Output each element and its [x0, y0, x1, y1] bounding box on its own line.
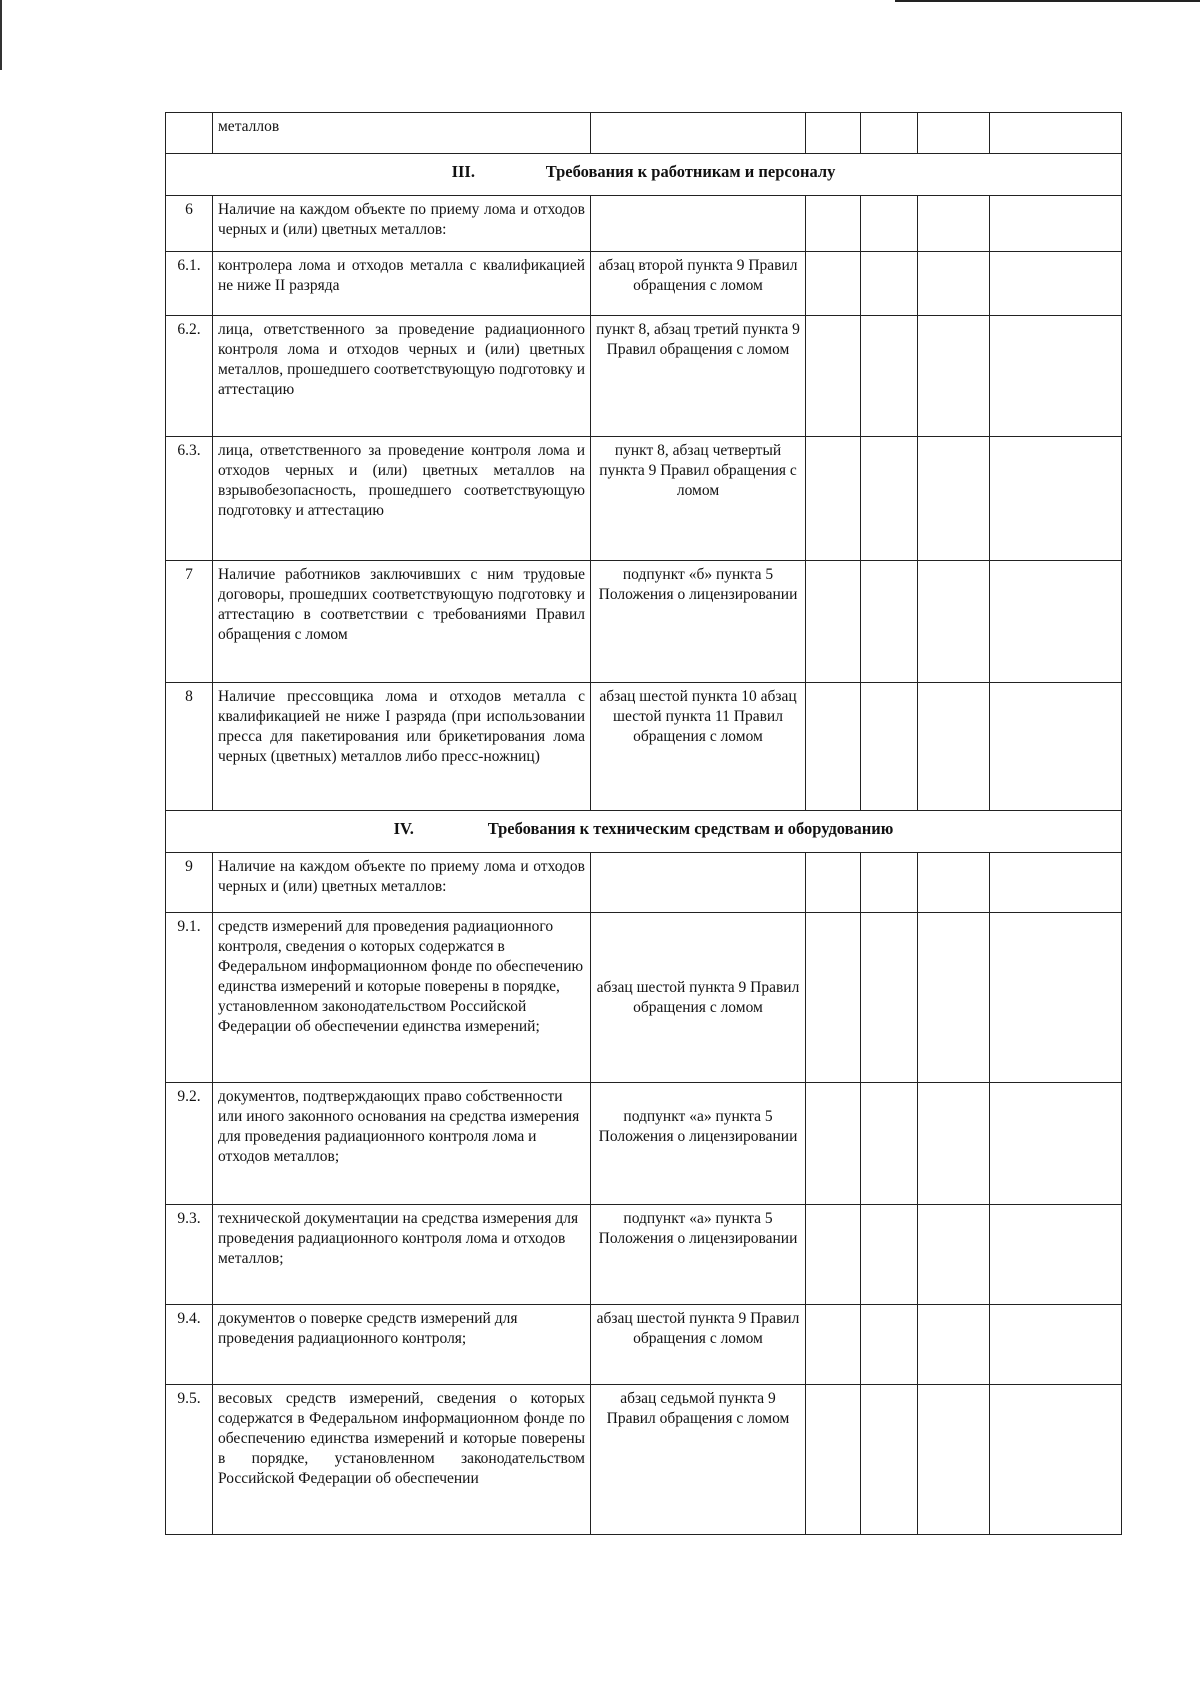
- blank-cell: [918, 437, 990, 561]
- blank-cell: [861, 853, 918, 913]
- blank-cell: [990, 1385, 1122, 1535]
- table-row: [166, 853, 1122, 913]
- row-number: 9: [166, 853, 213, 913]
- blank-cell: [806, 437, 861, 561]
- section-header: [166, 811, 1122, 853]
- row-number: 8: [166, 683, 213, 811]
- blank-cell: [918, 1305, 990, 1385]
- row-number: 9.1.: [166, 913, 213, 1083]
- row-number: 9.3.: [166, 1205, 213, 1305]
- blank-cell: [861, 913, 918, 1083]
- blank-cell: [918, 252, 990, 316]
- blank-cell: [990, 1205, 1122, 1305]
- row-number: 9.2.: [166, 1083, 213, 1205]
- table-row: [166, 316, 1122, 437]
- blank-cell: [806, 252, 861, 316]
- table-row: [166, 196, 1122, 252]
- blank-cell: [861, 1083, 918, 1205]
- requirement-text: контролера лома и отходов металла с квалификацией не ниже II разряда: [213, 252, 591, 316]
- legal-reference: абзац шестой пункта 9 Правил обращения с ломом: [591, 913, 806, 1083]
- section-title: Требования к работникам и персоналу: [545, 162, 836, 181]
- blank-cell: [861, 683, 918, 811]
- blank-cell: [918, 1205, 990, 1305]
- legal-reference: [591, 196, 806, 252]
- table-row: [166, 1305, 1122, 1385]
- legal-reference: [591, 113, 806, 154]
- legal-reference: подпункт «а» пункта 5 Положения о лицензировании: [591, 1205, 806, 1305]
- requirement-text: весовых средств измерений, сведения о которых содержатся в Федеральном информационном фонде по обеспечению единства измерений и которые поверены в порядке, установленном законодательством Российской Федерации об обеспечении: [213, 1385, 591, 1535]
- requirement-text: лица, ответственного за проведение контроля лома и отходов черных и (или) цветных металлов на взрывобезопасность, прошедшего соответствующую подготовку и аттестацию: [213, 437, 591, 561]
- legal-reference: абзац седьмой пункта 9 Правил обращения с ломом: [591, 1385, 806, 1535]
- legal-reference: [591, 853, 806, 913]
- blank-cell: [861, 316, 918, 437]
- blank-cell: [990, 252, 1122, 316]
- blank-cell: [861, 1205, 918, 1305]
- blank-cell: [806, 683, 861, 811]
- row-number: 6: [166, 196, 213, 252]
- row-number: 9.4.: [166, 1305, 213, 1385]
- row-number: [166, 113, 213, 154]
- blank-cell: [918, 1385, 990, 1535]
- requirement-text: Наличие прессовщика лома и отходов металла с квалификацией не ниже I разряда (при использовании пресса для пакетирования или брикетирования лома черных (цветных) металлов либо пресс-ножниц): [213, 683, 591, 811]
- row-number: 9.5.: [166, 1385, 213, 1535]
- blank-cell: [806, 316, 861, 437]
- blank-cell: [861, 437, 918, 561]
- scan-edge-mark: [895, 0, 1200, 2]
- table-row: [166, 683, 1122, 811]
- table-row: [166, 437, 1122, 561]
- blank-cell: [918, 561, 990, 683]
- blank-cell: [990, 196, 1122, 252]
- blank-cell: [918, 316, 990, 437]
- blank-cell: [806, 196, 861, 252]
- blank-cell: [918, 196, 990, 252]
- checklist-table: [165, 112, 1122, 1535]
- table-row: [166, 1083, 1122, 1205]
- blank-cell: [806, 1205, 861, 1305]
- requirement-text: Наличие на каждом объекте по приему лома и отходов черных и (или) цветных металлов:: [213, 853, 591, 913]
- blank-cell: [990, 853, 1122, 913]
- requirement-text: технической документации на средства измерения для проведения радиационного контроля лома и отходов металлов;: [213, 1205, 591, 1305]
- blank-cell: [918, 1083, 990, 1205]
- table-row: [166, 113, 1122, 154]
- requirement-text: документов, подтверждающих право собственности или иного законного основания на средства измерения для проведения радиационного контроля лома и отходов металлов;: [213, 1083, 591, 1205]
- row-number: 6.1.: [166, 252, 213, 316]
- table-row: [166, 913, 1122, 1083]
- section-title: Требования к техническим средствам и оборудованию: [487, 819, 894, 838]
- blank-cell: [990, 913, 1122, 1083]
- blank-cell: [918, 113, 990, 154]
- legal-reference: абзац шестой пункта 9 Правил обращения с ломом: [591, 1305, 806, 1385]
- blank-cell: [861, 196, 918, 252]
- blank-cell: [806, 561, 861, 683]
- blank-cell: [806, 913, 861, 1083]
- blank-cell: [861, 1305, 918, 1385]
- legal-reference: пункт 8, абзац третий пункта 9 Правил обращения с ломом: [591, 316, 806, 437]
- blank-cell: [990, 561, 1122, 683]
- legal-reference: подпункт «б» пункта 5 Положения о лицензировании: [591, 561, 806, 683]
- row-number: 6.3.: [166, 437, 213, 561]
- blank-cell: [806, 1305, 861, 1385]
- blank-cell: [806, 113, 861, 154]
- blank-cell: [806, 853, 861, 913]
- table-row: [166, 561, 1122, 683]
- blank-cell: [990, 683, 1122, 811]
- requirement-text: металлов: [213, 113, 591, 154]
- blank-cell: [990, 316, 1122, 437]
- legal-reference: абзац шестой пункта 10 абзац шестой пункта 11 Правил обращения с ломом: [591, 683, 806, 811]
- blank-cell: [806, 1385, 861, 1535]
- blank-cell: [861, 1385, 918, 1535]
- table-row: [166, 1205, 1122, 1305]
- blank-cell: [990, 1305, 1122, 1385]
- requirement-text: документов о поверке средств измерений для проведения радиационного контроля;: [213, 1305, 591, 1385]
- section-header: [166, 154, 1122, 196]
- blank-cell: [990, 437, 1122, 561]
- section-number: III.: [451, 162, 475, 181]
- blank-cell: [861, 113, 918, 154]
- blank-cell: [918, 683, 990, 811]
- requirement-text: средств измерений для проведения радиационного контроля, сведения о которых содержатся в Федеральном информационном фонде по обеспечению единства измерений и которые поверены в порядке, установленном законодательством Российской Федерации об обеспечении единства измерений;: [213, 913, 591, 1083]
- blank-cell: [990, 113, 1122, 154]
- scan-edge-mark-left: [0, 0, 2, 70]
- legal-reference: подпункт «а» пункта 5 Положения о лицензировании: [591, 1083, 806, 1205]
- blank-cell: [990, 1083, 1122, 1205]
- section-number: IV.: [393, 819, 414, 838]
- table-row: [166, 1385, 1122, 1535]
- requirement-text: Наличие на каждом объекте по приему лома и отходов черных и (или) цветных металлов:: [213, 196, 591, 252]
- blank-cell: [861, 252, 918, 316]
- blank-cell: [806, 1083, 861, 1205]
- legal-reference: пункт 8, абзац четвертый пункта 9 Правил обращения с ломом: [591, 437, 806, 561]
- blank-cell: [861, 561, 918, 683]
- row-number: 6.2.: [166, 316, 213, 437]
- requirement-text: лица, ответственного за проведение радиационного контроля лома и отходов черных и (или) цветных металлов, прошедшего соответствующую подготовку и аттестацию: [213, 316, 591, 437]
- legal-reference: абзац второй пункта 9 Правил обращения с ломом: [591, 252, 806, 316]
- blank-cell: [918, 853, 990, 913]
- blank-cell: [918, 913, 990, 1083]
- requirement-text: Наличие работников заключивших с ним трудовые договоры, прошедших соответствующую подготовку и аттестацию в соответствии с требованиями Правил обращения с ломом: [213, 561, 591, 683]
- row-number: 7: [166, 561, 213, 683]
- table-row: [166, 252, 1122, 316]
